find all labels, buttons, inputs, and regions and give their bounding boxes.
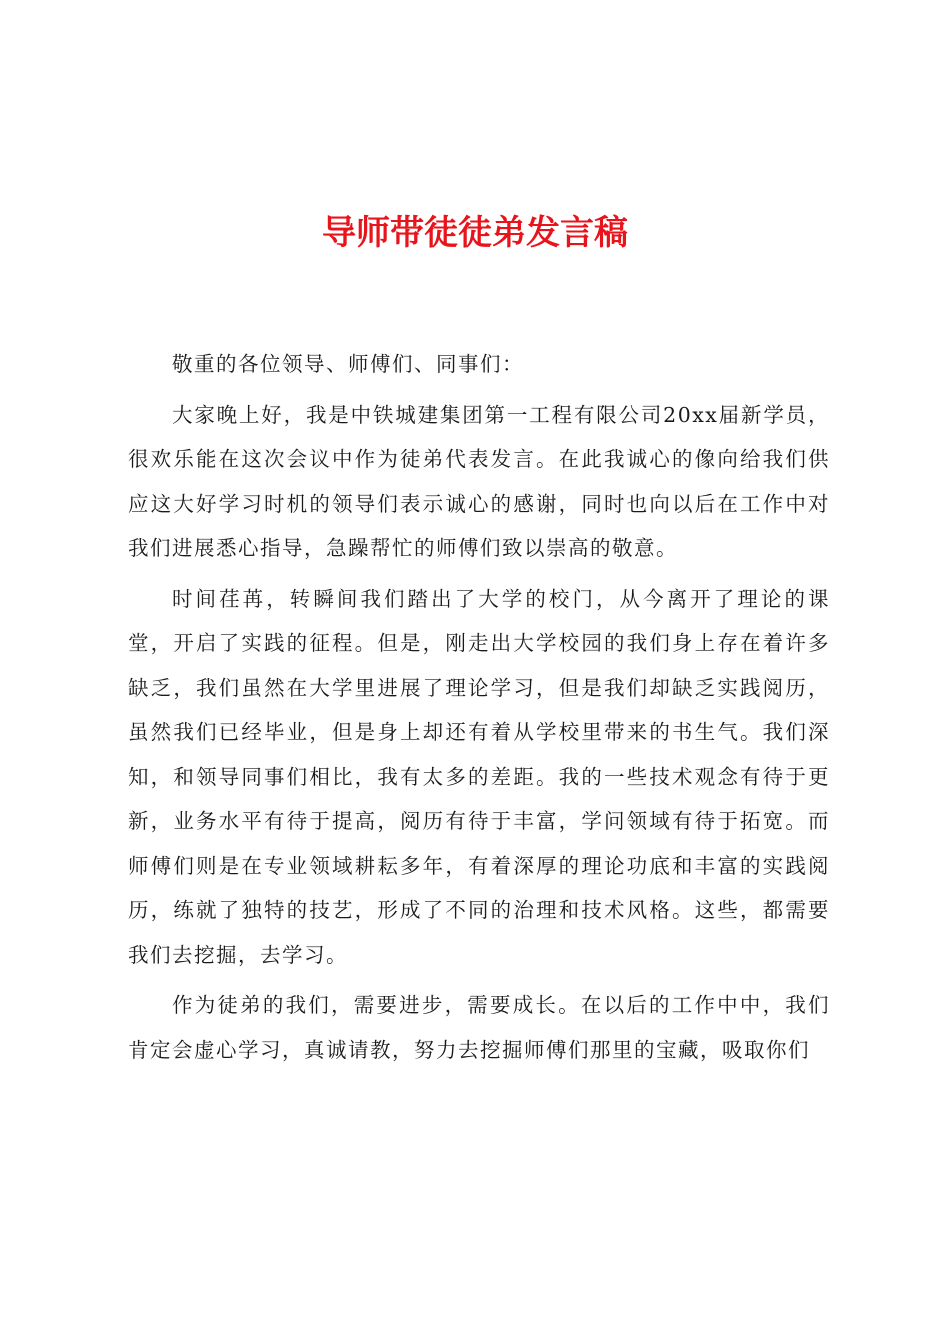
document-title: 导师带徒徒弟发言稿: [322, 213, 628, 253]
body-paragraph: 时间荏苒，转瞬间我们踏出了大学的校门，从今离开了理论的课堂，开启了实践的征程。但是，刚走出大学校园的我们身上存在着许多缺乏，我们虽然在大学里进展了理论学习，但是我们却缺乏实践阅历，虽然我们已经毕业，但是身上却还有着从学校里带来的书生气。我们深知，和领导同事们相比，我有太多的差距。我的一些技术观念有待于更新，业务水平有待于提高，阅历有待于丰富，学问领域有待于拓宽。而师傅们则是在专业领域耕耘多年，有着深厚的理论功底和丰富的实践阅历，练就了独特的技艺，形成了不同的治理和技术风格。这些，都需要我们去挖掘，去学习。: [128, 586, 830, 967]
salutation-paragraph: 敬重的各位领导、师傅们、同事们：: [172, 352, 524, 376]
body-paragraph: 作为徒弟的我们，需要进步，需要成长。在以后的工作中中，我们肯定会虚心学习，真诚请教，努力去挖掘师傅们那里的宝藏，吸取你们: [128, 993, 830, 1062]
body-paragraph: 大家晚上好，我是中铁城建集团第一工程有限公司20xx届新学员，很欢乐能在这次会议中作为徒弟代表发言。在此我诚心的像向给我们供应这大好学习时机的领导们表示诚心的感谢，同时也向以后在工作中对我们进展悉心指导，急躁帮忙的师傅们致以崇高的敬意。: [128, 402, 830, 560]
document-body: [128, 342, 830, 1072]
